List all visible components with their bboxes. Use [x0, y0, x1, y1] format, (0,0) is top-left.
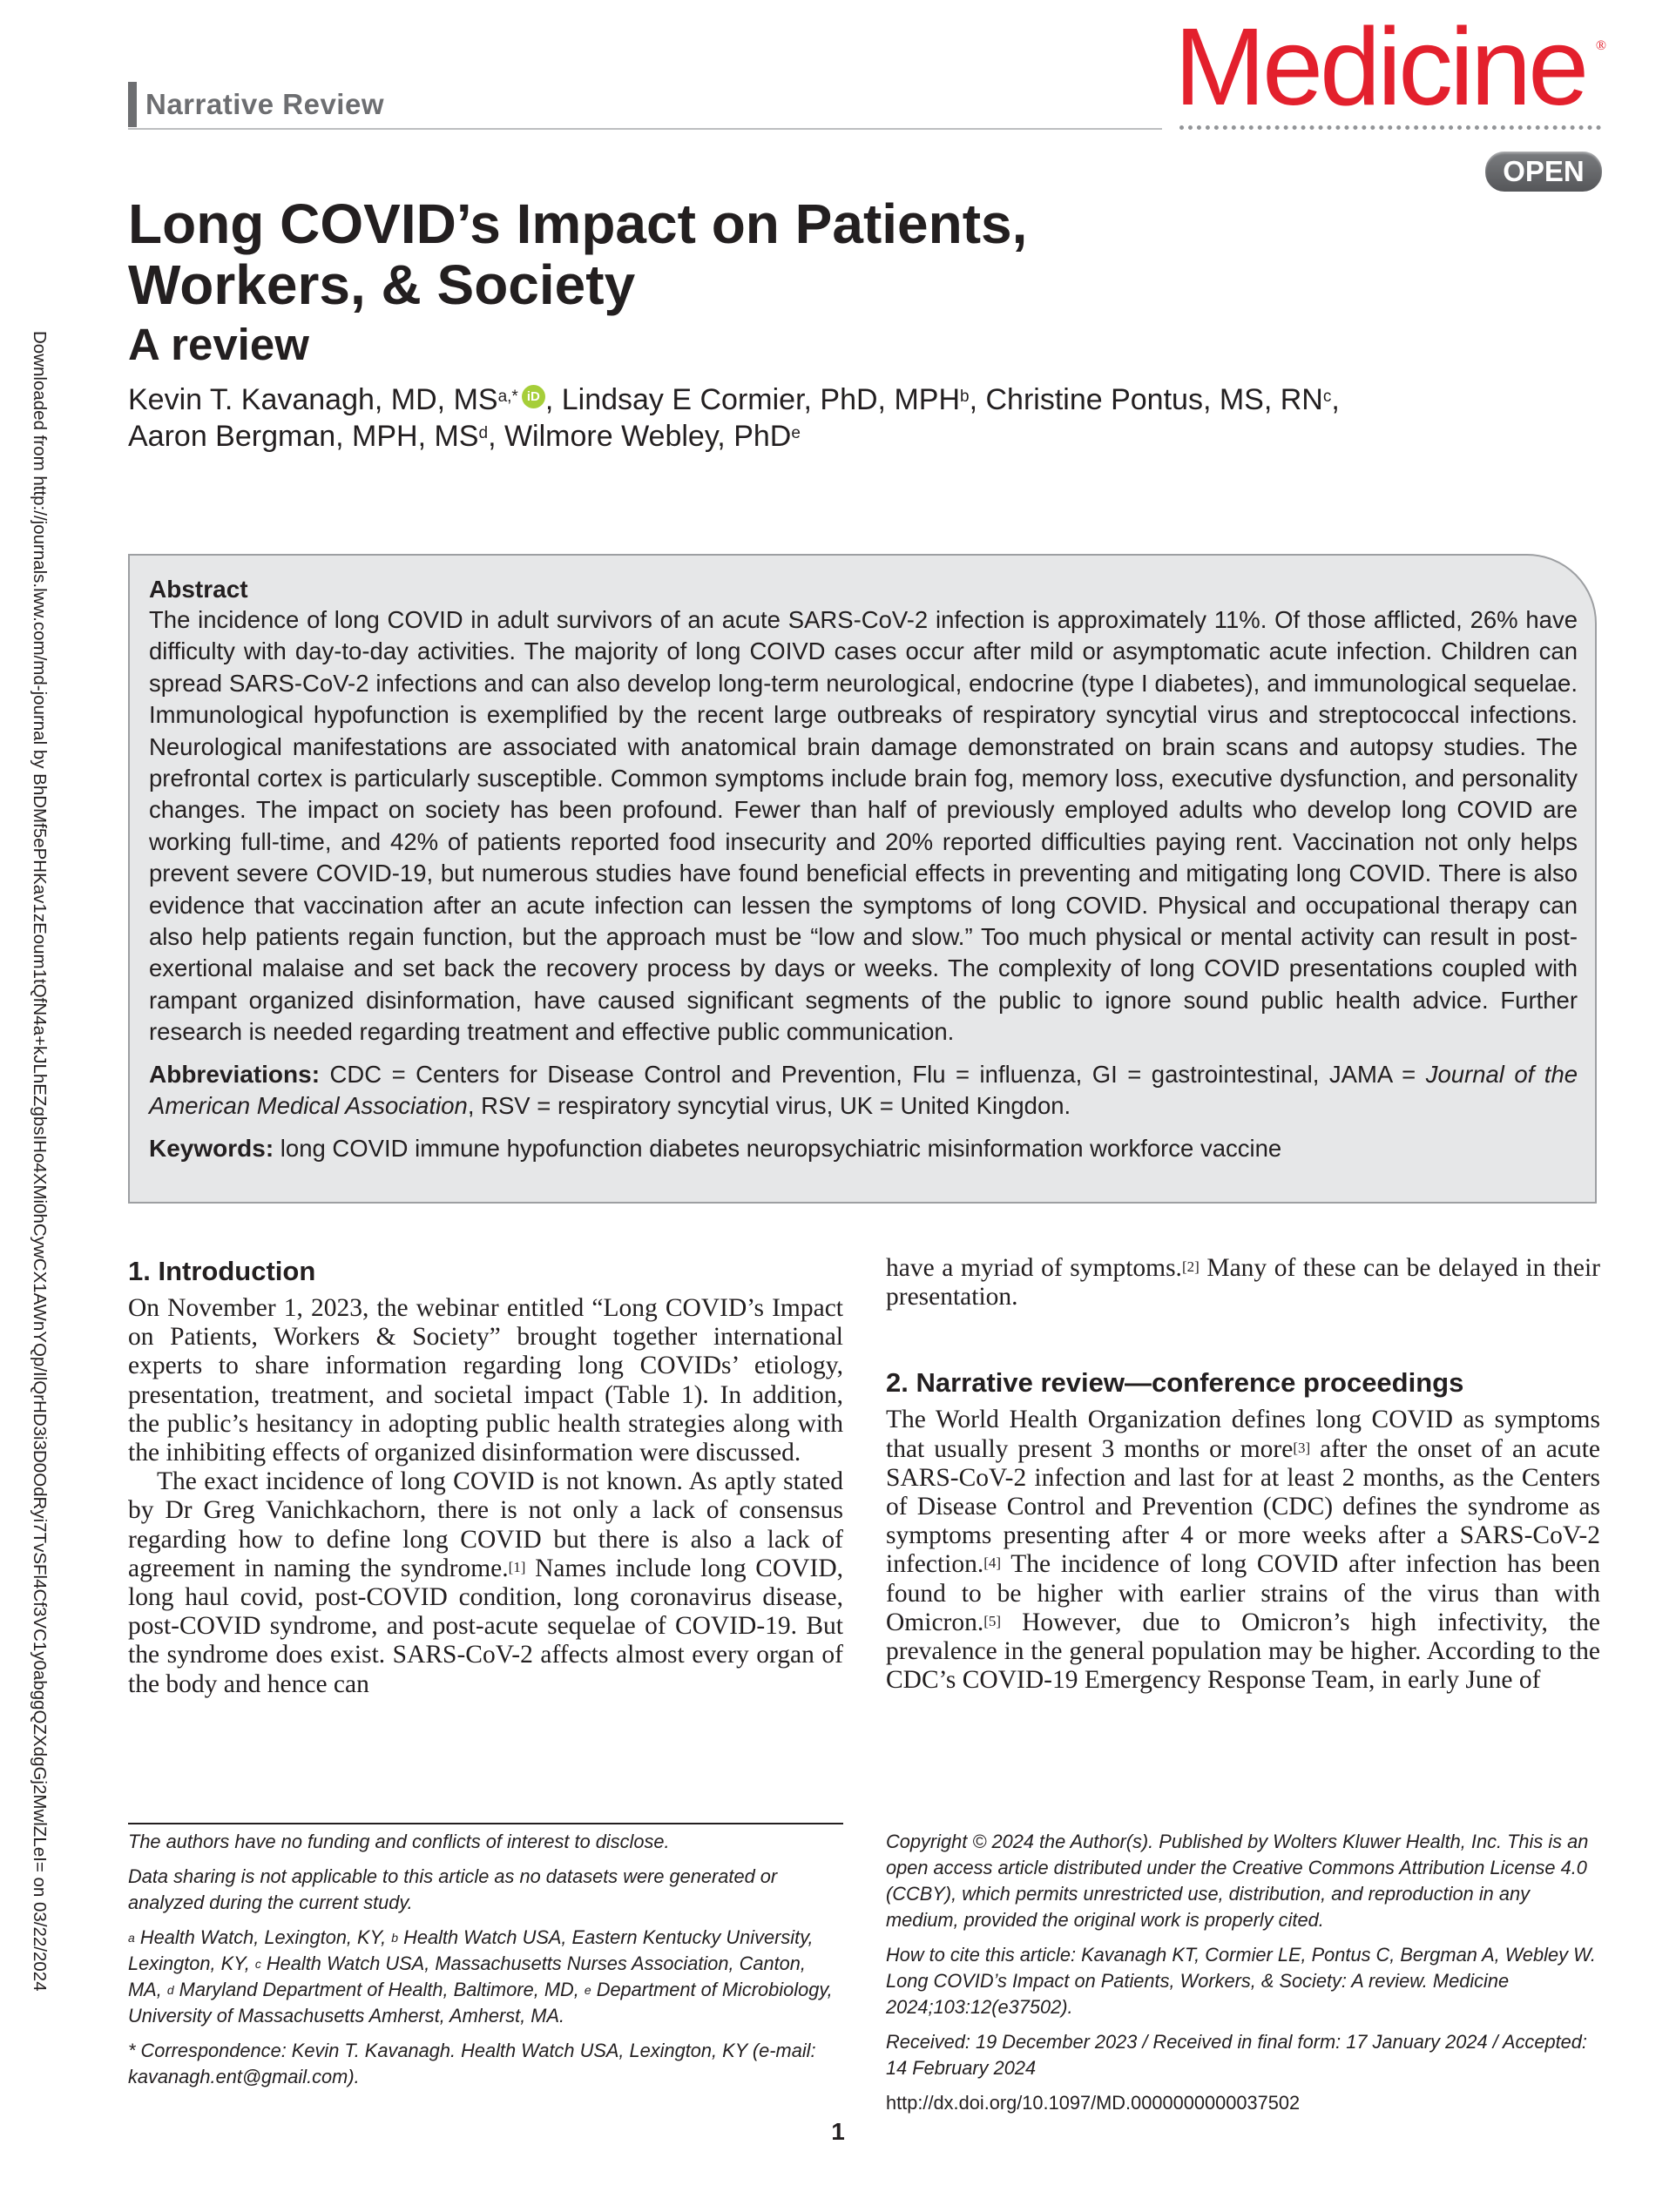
citation-info: How to cite this article: Kavanagh KT, Cormier LE, Pontus C, Bergman A, Webley W. Long COVID’s Impact on Patients, Workers, & Society: A review. Medicine 2024;103:12(e37502).	[886, 1944, 1596, 2018]
section-tag	[128, 82, 384, 127]
keywords	[149, 1133, 1578, 1164]
narrative-paragraph-1	[886, 1406, 1600, 1695]
section-tag-label: Narrative Review	[145, 88, 384, 120]
keywords-label: Keywords:	[149, 1134, 274, 1162]
intro-paragraph-1: On November 1, 2023, the webinar entitled “Long COVID’s Impact on Patients, Workers & Society” brought together international experts to share information regarding long COVIDs’ etiology, presentation, treatment, and societal impact (Table 1). In addition, the public’s hesitancy in adopting public health strategies along with the inhibiting effects of organized disinformation were discussed.	[128, 1294, 843, 1467]
aff-marker: c	[254, 1957, 261, 1971]
aff-text: Maryland Department of Health, Baltimore, MD,	[173, 1979, 585, 2000]
author-name: Kevin T. Kavanagh, MD, MS	[128, 383, 498, 416]
narrative-text-3: The incidence of long COVID after infection has been found to be higher with earlier strains of the virus than with Omicron.	[886, 1550, 1600, 1636]
doi-link[interactable]: http://dx.doi.org/10.1097/MD.0000000000037502	[886, 2092, 1301, 2114]
section-tag-bar	[128, 82, 137, 127]
author-list: Kevin T. Kavanagh, MD, $MS^{a,*}$ iD , Lindsay E Cormier, PhD, MPH$^b$, Christine Pontus, MS, $RN^c$, Aaron Bergman, MPH, $MS^d$, Wilmore Webley, PhD$^e$	[128, 383, 1340, 453]
author-name: Lindsay E Cormier, PhD, MPH	[561, 383, 960, 416]
continued-paragraph	[886, 1254, 1600, 1312]
abstract-heading: Abstract	[149, 576, 248, 603]
aff-marker: e	[584, 1983, 591, 1997]
open-access-badge: OPEN	[1485, 152, 1602, 192]
article-subtitle: A review	[128, 320, 309, 369]
abbreviations-label: Abbreviations:	[149, 1060, 321, 1088]
abbreviations	[149, 1059, 1578, 1123]
continued-text-2: Many of these can be delayed in their presentation.	[886, 1254, 1600, 1312]
header-rule	[128, 128, 1162, 130]
aff-marker: b	[391, 1931, 399, 1945]
author-name: Aaron Bergman, MPH, MS	[128, 420, 479, 453]
download-note	[16, 331, 51, 1992]
left-column	[128, 1254, 843, 1699]
keywords-text: long COVID immune hypofunction diabetes neuropsychiatric misinformation workforce vaccine	[280, 1134, 1282, 1162]
title-line-1: Long COVID’s Impact on Patients,	[128, 192, 1028, 255]
narrative-text-2: after the onset of an acute SARS-CoV-2 infection and last for at least 2 months, as the Centers of Disease Control and Prevention (CDC) defines the syndrome as symptoms presenting after 4 or more weeks after a SARS-CoV-2 infection.	[886, 1434, 1601, 1579]
continued-text: have a myriad of symptoms.	[886, 1254, 1182, 1282]
citation-link[interactable]: [4]	[983, 1554, 1002, 1572]
affiliations	[128, 1925, 843, 2029]
journal-logo-wordmark: Medicine	[1174, 5, 1586, 128]
author-affiliation: a,*	[497, 388, 518, 406]
copyright-notice: Copyright © 2024 the Author(s). Published by Wolters Kluwer Health, Inc. This is an open access article distributed under the Creative Commons Attribution License 4.0 (CCBY), which permits unrestricted use, distribution, and reproduction in any medium, provided the original work is properly cited.	[886, 1831, 1589, 1931]
download-note-text: Downloaded from http://journals.lww.com/md-journal by BhDMf5ePHKav1zEoum1tQfN4a+kJLhEZgbsIHo4XMi0hCywCX1AWnYQp/IlQrHD3i3D0OdRyi7TvSFl4Cf3VC1y0abggQZXdgGj2MwlZLeI= on 03/22/2024	[30, 331, 50, 1992]
author-affiliation: d	[478, 424, 489, 442]
data-sharing-statement: Data sharing is not applicable to this article as no datasets were generated or analyzed during the current study.	[128, 1865, 778, 1913]
intro-paragraph-2	[128, 1467, 843, 1699]
title-line-2: Workers, & Society	[128, 253, 636, 316]
intro-p2-text-2: Names include long COVID, long haul covid, post-COVID condition, long coronavirus disease, post-COVID syndrome, and post-acute sequelae of COVID-19. But the syndrome does exist. SARS-CoV-2 affects almost every organ of the body and hence can	[128, 1554, 843, 1698]
author-affiliation: e	[791, 424, 801, 442]
footnotes-right	[886, 1829, 1600, 2125]
logo-dotted-rule	[1179, 125, 1601, 137]
author-affiliation: c	[1322, 388, 1332, 406]
registered-mark: ®	[1595, 38, 1606, 53]
abstract-box	[128, 554, 1597, 1204]
abbreviations-journal: Journal of the American Medical Association	[149, 1060, 1578, 1120]
aff-marker: a	[128, 1931, 135, 1945]
abbreviations-text: CDC = Centers for Disease Control and Prevention, Flu = influenza, GI = gastrointestinal, JAMA =	[329, 1060, 1416, 1088]
article-dates: Received: 19 December 2023 / Received in final form: 17 January 2024 / Accepted: 14 February 2024	[886, 2031, 1587, 2079]
intro-p2-text: The exact incidence of long COVID is not known. As aptly stated by Dr Greg Vanichkachorn, there is not only a lack of consensus regarding how to define long COVID but there is also a lack of agreement in naming the syndrome.	[128, 1467, 843, 1582]
narrative-heading: 2. Narrative review—conference proceedings	[886, 1367, 1464, 1399]
page-number: 1	[831, 2118, 845, 2145]
article-title	[128, 193, 1027, 315]
author-name: Christine Pontus, MS, RN	[985, 383, 1323, 416]
aff-marker: d	[166, 1983, 174, 1997]
aff-text: Health Watch USA, Eastern Kentucky University, Lexington, KY,	[128, 1926, 814, 1974]
citation-link[interactable]: [3]	[1293, 1439, 1311, 1456]
orcid-icon[interactable]: iD	[522, 385, 545, 408]
citation-link[interactable]: [1]	[508, 1558, 526, 1575]
correspondence: * Correspondence: Kevin T. Kavanagh. Health Watch USA, Lexington, KY (e-mail: kavanagh.ent@gmail.com).	[128, 2040, 816, 2087]
citation-link[interactable]: [2]	[1181, 1258, 1200, 1275]
abbreviations-text-2: , RSV = respiratory syncytial virus, UK = United Kingdon.	[467, 1092, 1071, 1120]
journal-logo[interactable]	[1174, 5, 1606, 187]
citation-link[interactable]: [5]	[983, 1612, 1002, 1629]
footnotes-left	[128, 1829, 843, 2099]
aff-text: Health Watch, Lexington, KY,	[134, 1926, 392, 1948]
footnote-rule	[128, 1823, 843, 1824]
funding-statement: The authors have no funding and conflicts of interest to disclose.	[128, 1831, 670, 1852]
aff-text: Health Watch USA, Massachusetts Nurses Association, Canton, MA,	[128, 1952, 806, 2000]
author-name: Wilmore Webley, PhD	[503, 420, 792, 453]
narrative-text-4: However, due to Omicron’s high infectivity, the prevalence in the general population may be higher. According to the CDC’s COVID-19 Emergency Response Team, in early June of	[886, 1608, 1600, 1695]
right-column	[886, 1254, 1600, 1695]
intro-heading: 1. Introduction	[128, 1256, 316, 1286]
narrative-text: The World Health Organization defines long COVID as symptoms that usually present 3 months or more	[886, 1406, 1600, 1463]
abstract-text: The incidence of long COVID in adult survivors of an acute SARS-CoV-2 infection is approximately 11%. Of those afflicted, 26% have difficulty with day-to-day activities. The majority of long COIVD cases occur after mild or asymptomatic acute infection. Children can spread SARS-CoV-2 infections and can also develop long-term neurological, endocrine (type I diabetes), and immunological sequelae. Immunological hypofunction is exemplified by the recent large outbreaks of respiratory syncytial virus and streptococcal infections. Neurological manifestations are associated with anatomical brain damage demonstrated on brain scans and autopsy studies. The prefrontal cortex is particularly susceptible. Common symptoms include brain fog, memory loss, executive dysfunction, and personality changes. The impact on society has been profound. Fewer than half of previously employed adults who develop long COVID are working full-time, and 42% of patients reported food insecurity and 20% reported difficulties paying rent. Vaccination not only helps prevent severe COVID-19, but numerous studies have found beneficial effects in preventing and mitigating long COVID. There is also evidence that vaccination after an acute infection can lessen the symptoms of long COVID. Physical and occupational therapy can also help patients regain function, but the approach must be “low and slow.” Too much physical or mental activity can result in post-exertional malaise and set back the recovery process by days or weeks. The complexity of long COVID presentations coupled with rampant organized disinformation, have caused significant segments of the public to ignore sound public health advice. Further research is needed regarding treatment and effective public communication.	[149, 606, 1578, 1046]
author-affiliation: b	[960, 388, 970, 406]
aff-text: Department of Microbiology, University of Massachusetts Amherst, Amherst, MA.	[128, 1979, 833, 2027]
